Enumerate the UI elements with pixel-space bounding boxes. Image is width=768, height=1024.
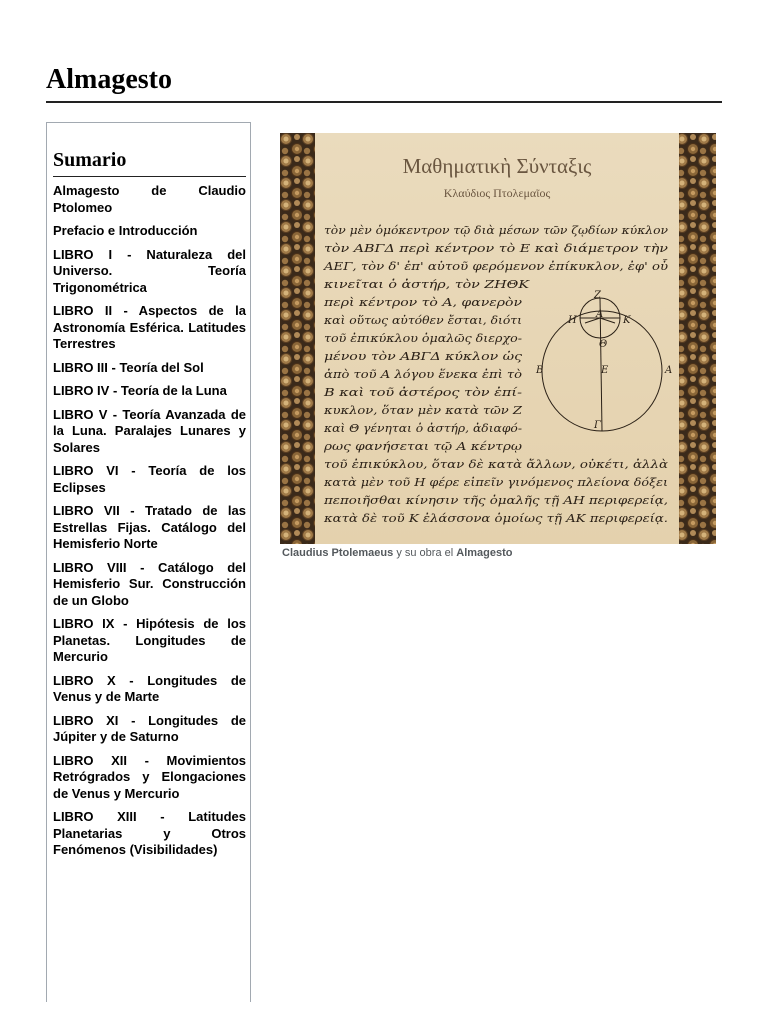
greek-text-line: ΑΕΓ, τὸν δ' ἐπ' αὐτοῦ φερόμενον ἐπίκυκλον, ἐφ' οὗ — [324, 260, 610, 273]
greek-text-line: τοῦ ἐπικύκλου ὁμαλῶς διερχο- — [324, 332, 523, 345]
greek-text-line: Β καὶ τοῦ ἀστέρος τὸν ἐπί- — [322, 386, 523, 399]
greek-text-line: τὸν ΑΒΓΔ περὶ κέντρον τὸ Ε καὶ διάμετρον τὴν — [324, 242, 669, 255]
toc-item[interactable]: LIBRO II - Aspectos de la Astronomía Esférica. Latitudes Terrestres — [53, 303, 246, 351]
toc-item[interactable]: LIBRO X - Longitudes de Venus y de Marte — [53, 672, 246, 704]
greek-text-line: κυκλον, ὅταν μὲν κατὰ τῶν Ζ — [322, 404, 523, 417]
figure-caption — [282, 546, 722, 560]
caption-author-link[interactable]: Claudius Ptolemaeus — [282, 547, 394, 559]
caption-text: y su obra el — [396, 547, 454, 559]
figure-heading: Μαθηματικὴ Σύνταξις — [402, 154, 592, 178]
greek-text-line: κατὰ δὲ τοῦ Κ ἐλάσσονα ὁμοίως τῇ ΑΚ περιφερείᾳ. — [322, 512, 668, 525]
page-title: Almagesto — [46, 64, 172, 95]
greek-text-line: μένου τὸν ΑΒΓΔ κύκλον ὡς — [324, 350, 524, 363]
toc-item[interactable]: LIBRO XIII - Latitudes Planetarias y Otros Fenómenos (Visibilidades) — [53, 809, 246, 857]
greek-text-line: τοῦ ἐπικύκλου, ὅταν δὲ κατὰ ἄλλων, οὐκέτι, ἀλλὰ — [324, 458, 669, 471]
toc-item[interactable]: LIBRO V - Teoría Avanzada de la Luna. Paralajes Lunares y Solares — [53, 406, 246, 455]
title-divider — [46, 101, 722, 103]
greek-text-line: ἀπὸ τοῦ Α λόγου ἕνεκα ἐπὶ τὸ — [324, 368, 523, 381]
diagram-label: B — [536, 365, 544, 376]
diagram-label: A — [596, 309, 604, 320]
toc-item[interactable]: Prefacio e Introducción — [53, 223, 198, 238]
toc-item[interactable]: LIBRO VIII - Catálogo del Hemisferio Sur. Construcción de un Globo — [53, 559, 246, 608]
figure-author: Κλαύδιος Πτολεμαῖος — [443, 186, 551, 200]
greek-text-line: κινεῖται ὁ ἀστήρ, τὸν ΖΗΘΚ — [322, 278, 531, 291]
diagram-label: H — [568, 315, 577, 326]
toc-title: Sumario — [53, 149, 127, 171]
toc-item[interactable]: LIBRO I - Naturaleza del Universo. Teoría Trigonométrica — [53, 246, 246, 295]
greek-text-line: ρως φανήσεται τῷ Α κέντρῳ — [322, 440, 523, 453]
diagram-label: K — [623, 315, 631, 326]
toc-list — [53, 183, 246, 866]
greek-text-line: πεποιῆσθαι κίνησιν τῆς ὁμαλῆς τῇ ΑΗ περιφερείᾳ, — [322, 494, 668, 507]
greek-text-line: κατὰ μὲν τοῦ Η φέρε εἰπεῖν γινόμενος πλείονα δόξει — [322, 476, 668, 489]
toc-item[interactable]: LIBRO III - Teoría del Sol — [53, 359, 204, 375]
almagest-page-image — [280, 133, 716, 544]
diagram-label: A — [665, 365, 673, 376]
greek-text-line: τὸν μὲν ὁμόκεντρον τῷ διὰ μέσων τῶν ζῳδίων κύκλον — [324, 224, 669, 237]
toc-divider — [53, 176, 246, 177]
table-of-contents — [46, 122, 251, 1002]
diagram-label: Γ — [594, 420, 601, 431]
diagram-label: Z — [594, 290, 601, 301]
diagram-label: E — [601, 365, 609, 376]
toc-item[interactable]: LIBRO IX - Hipótesis de los Planetas. Longitudes de Mercurio — [53, 616, 246, 664]
greek-text-line: καὶ οὕτως αὐτόθεν ἔσται, διότι — [322, 314, 522, 327]
greek-text-line: καὶ Θ γένηται ὁ ἀστήρ, ἀδιαφό- — [322, 422, 523, 435]
diagram-label: Θ — [599, 339, 608, 350]
toc-item[interactable]: LIBRO VII - Tratado de las Estrellas Fijas. Catálogo del Hemisferio Norte — [53, 503, 246, 551]
toc-item[interactable]: LIBRO IV - Teoría de la Luna — [53, 383, 227, 398]
toc-item[interactable]: LIBRO XI - Longitudes de Júpiter y de Saturno — [53, 712, 246, 744]
toc-item[interactable]: LIBRO VI - Teoría de los Eclipses — [53, 463, 246, 495]
toc-item[interactable]: Almagesto de Claudio Ptolomeo — [53, 183, 246, 215]
greek-text-line: περὶ κέντρον τὸ Α, φανερὸν — [322, 296, 523, 309]
toc-item[interactable]: LIBRO XII - Movimientos Retrógrados y Elongaciones de Venus y Mercurio — [53, 752, 246, 801]
caption-work-link[interactable]: Almagesto — [456, 547, 513, 559]
